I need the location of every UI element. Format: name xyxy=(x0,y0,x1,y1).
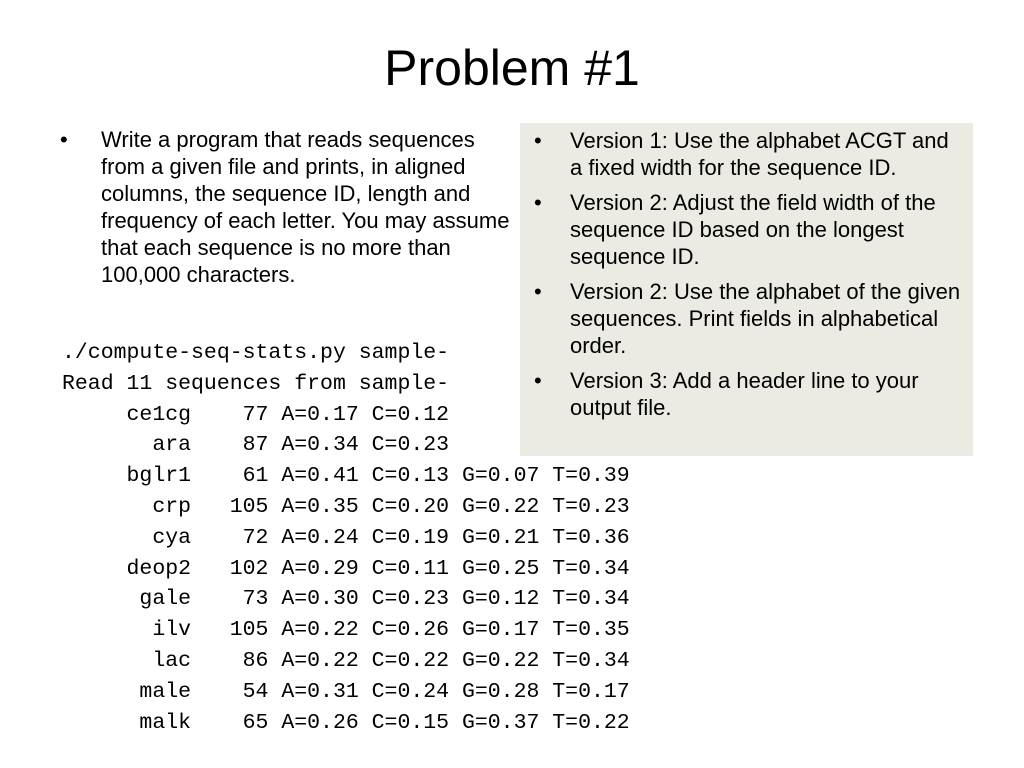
bullet-icon: • xyxy=(534,190,542,215)
sequence-stats-row: crp 105 A=0.35 C=0.20 G=0.22 T=0.23 xyxy=(62,494,630,519)
version-note-item xyxy=(530,127,963,181)
sequence-stats-row: lac 86 A=0.22 C=0.22 G=0.22 T=0.34 xyxy=(62,648,630,673)
version-note-text: Version 2: Use the alphabet of the given sequences. Print fields in alphabetical order. xyxy=(570,279,961,358)
sequence-stats-row: malk 65 A=0.26 C=0.15 G=0.37 T=0.22 xyxy=(62,710,630,735)
version-note-text: Version 3: Add a header line to your output file. xyxy=(570,368,919,420)
version-note-text: Version 2: Adjust the field width of the sequence ID based on the longest sequence ID. xyxy=(570,190,936,269)
version-note-item xyxy=(530,367,963,421)
sequence-stats-row: ce1cg 77 A=0.17 C=0.12 xyxy=(62,402,450,427)
task-description-text: Write a program that reads sequences from a given file and prints, in aligned columns, the sequence ID, length and frequency of each letter. You may assume that each sequence is no more than 100,000 characters. xyxy=(101,127,510,287)
sequence-stats-row: cya 72 A=0.24 C=0.19 G=0.21 T=0.36 xyxy=(62,525,630,550)
bullet-icon: • xyxy=(60,127,68,152)
version-note-item xyxy=(530,278,963,359)
read-summary-line: Read 11 sequences from sample- xyxy=(62,371,450,396)
task-description-item xyxy=(58,126,510,288)
task-description-list xyxy=(58,126,510,288)
slide-title: Problem #1 xyxy=(384,40,640,96)
sequence-stats-row: deop2 102 A=0.29 C=0.11 G=0.25 T=0.34 xyxy=(62,556,630,581)
bullet-icon: • xyxy=(534,279,542,304)
sequence-stats-row: bglr1 61 A=0.41 C=0.13 G=0.07 T=0.39 xyxy=(62,464,630,489)
version-note-item xyxy=(530,189,963,270)
version-notes-list xyxy=(530,127,963,421)
sequence-stats-row: ilv 105 A=0.22 C=0.26 G=0.17 T=0.35 xyxy=(62,618,630,643)
version-note-text: Version 1: Use the alphabet ACGT and a fixed width for the sequence ID. xyxy=(570,128,949,180)
version-notes-box xyxy=(520,123,973,456)
sequence-stats-row: ara 87 A=0.34 C=0.23 xyxy=(62,433,450,458)
bullet-icon: • xyxy=(534,368,542,393)
sequence-stats-row: gale 73 A=0.30 C=0.23 G=0.12 T=0.34 xyxy=(62,587,630,612)
command-line: ./compute-seq-stats.py sample- xyxy=(62,341,450,365)
bullet-icon: • xyxy=(534,128,542,153)
sequence-stats-row: male 54 A=0.31 C=0.24 G=0.28 T=0.17 xyxy=(62,679,630,704)
